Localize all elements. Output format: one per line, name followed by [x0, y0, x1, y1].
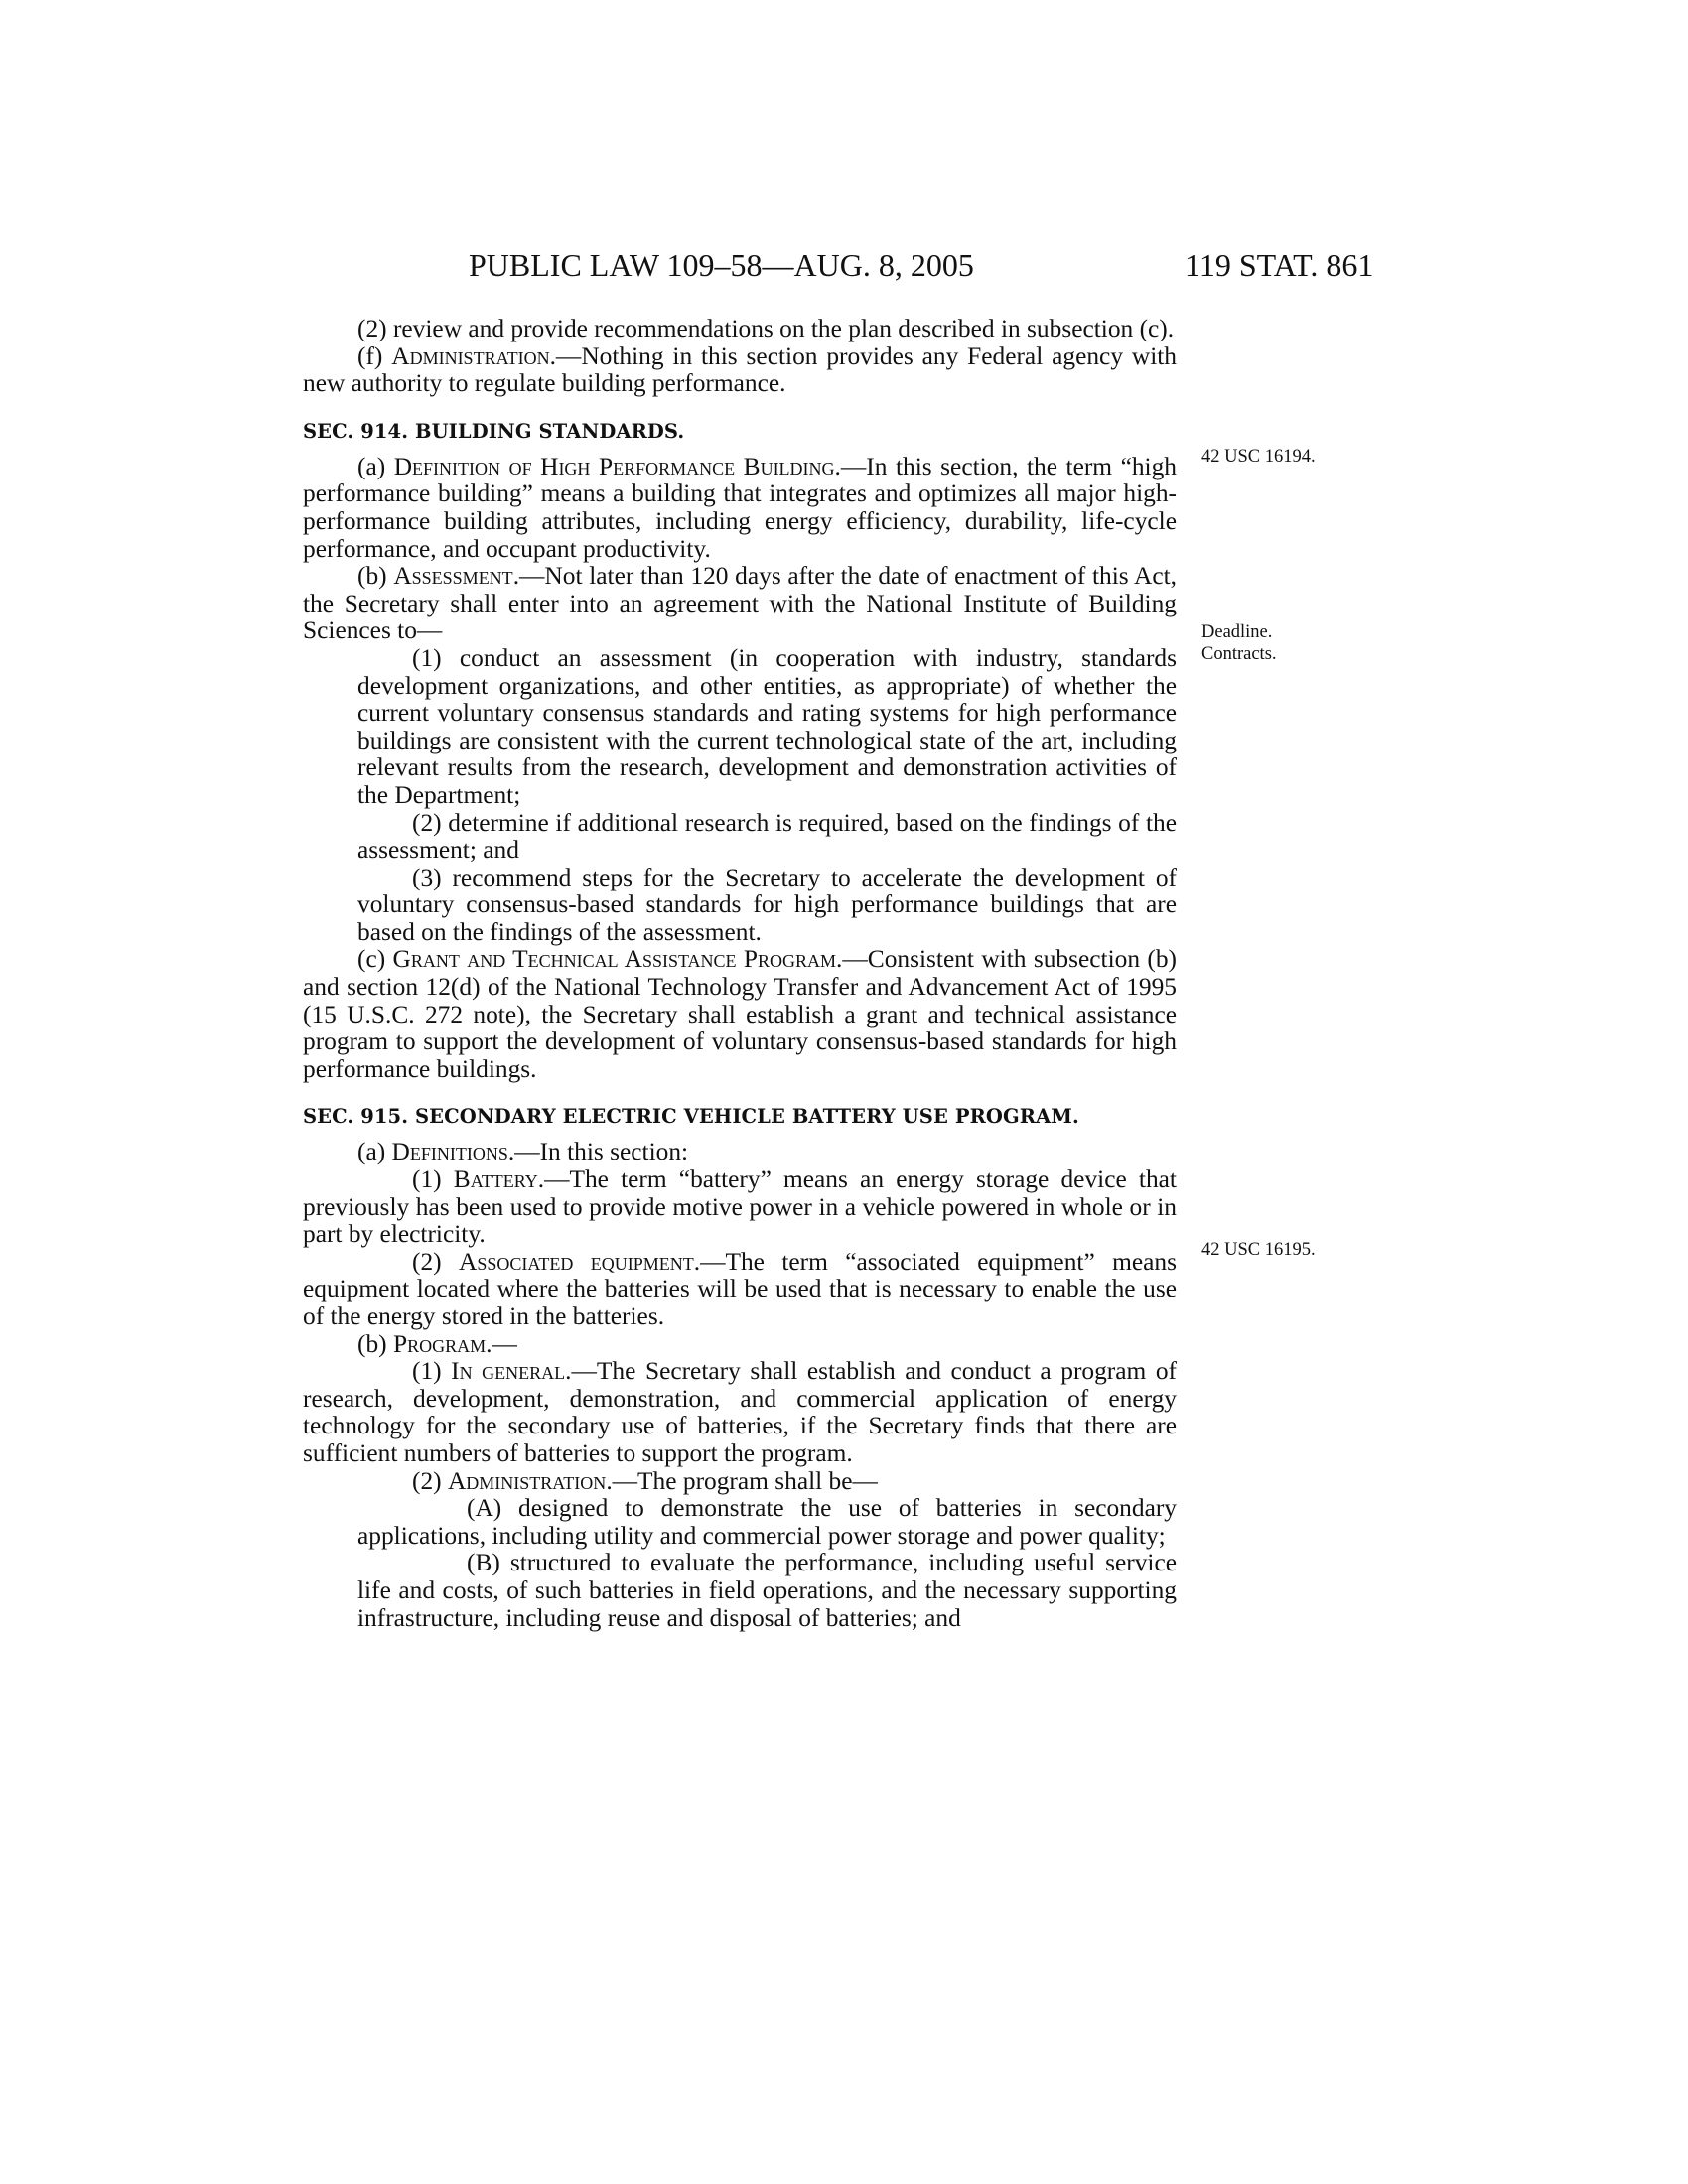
- paragraph-a-definition: [303, 454, 1177, 563]
- paragraph-b-program: [303, 1331, 1177, 1359]
- section-915-heading: SEC. 915. SECONDARY ELECTRIC VEHICLE BATTERY USE PROGRAM.: [303, 1105, 1079, 1129]
- margin-note-contracts: Contracts.: [1201, 644, 1277, 664]
- paragraph-text: .—The Secretary shall establish and conduct a program of research, development, demonstration, and commercial application of energy technology for the secondary use of batteries, if the Secretary finds that there are sufficient numbers of batteries to support the program.: [303, 1357, 1177, 1467]
- paragraph-label: (1): [412, 1165, 454, 1194]
- running-head-stat: 119 STAT. 861: [1185, 247, 1374, 283]
- paragraph-b2-b: (B) structured to evaluate the performance, including useful service life and costs, of such batteries in field operations, and the necessary supporting infrastructure, including reuse and disposal of batteries; and: [357, 1549, 1177, 1632]
- paragraph-text: .—Nothing in this section provides any Federal agency with new authority to regulate building performance.: [303, 341, 1178, 398]
- paragraph-a2-associated-equipment: [303, 1249, 1177, 1331]
- running-head-title: PUBLIC LAW 109–58—AUG. 8, 2005: [469, 247, 974, 283]
- paragraph-text: .—The term “battery” means an energy storage device that previously has been used to provide motive power in a vehicle powered in whole or in part by electricity.: [303, 1165, 1177, 1249]
- paragraph-heading: Assessment: [393, 562, 513, 591]
- paragraph-b2-administration: [303, 1468, 1177, 1496]
- margin-note-deadline-contracts: [1201, 621, 1370, 665]
- paragraph-label: (b): [357, 562, 394, 591]
- paragraph-heading: Administration: [391, 341, 550, 370]
- paragraph-b2: (2) determine if additional research is required, based on the findings of the assessment; and: [357, 808, 1177, 865]
- paragraph-label: (f): [357, 341, 392, 370]
- paragraph-text: .—In this section, the term “high performance building” means a building that integrates and optimizes all major high-performance building attributes, including energy efficiency, durability, life-cycle performance, and occupant productivity.: [303, 452, 1177, 563]
- section-914-heading: SEC. 914. BUILDING STANDARDS.: [303, 419, 685, 443]
- paragraph-heading: Battery: [453, 1165, 538, 1194]
- margin-note-deadline: Deadline.: [1201, 622, 1273, 642]
- paragraph-e2: (2) review and provide recommendations on the plan described in subsection (c).: [357, 315, 1175, 342]
- paragraph-b2-a: (A) designed to demonstrate the use of batteries in secondary applications, including utility and commercial power storage and power quality;: [357, 1494, 1177, 1550]
- paragraph-text: .—In this section:: [507, 1138, 689, 1166]
- paragraph-b3: (3) recommend steps for the Secretary to accelerate the development of voluntary consensus-based standards for high performance buildings that are based on the findings of the assessment.: [357, 863, 1177, 946]
- paragraph-heading: Administration: [447, 1466, 607, 1495]
- paragraph-heading: In general: [451, 1357, 566, 1386]
- paragraph-heading: Associated equipment: [459, 1247, 694, 1276]
- paragraph-b1-in-general: [303, 1358, 1177, 1467]
- paragraph-b-assessment: [303, 563, 1177, 645]
- paragraph-text: .—The program shall be—: [606, 1466, 878, 1495]
- paragraph-label: (a): [357, 452, 394, 480]
- paragraph-label: (a): [357, 1138, 392, 1166]
- paragraph-label: (b): [357, 1329, 393, 1358]
- paragraph-label: (2): [412, 1466, 448, 1495]
- paragraph-label: (1): [412, 1357, 452, 1386]
- paragraph-a-definitions: [303, 1139, 1177, 1166]
- paragraph-f-administration: [303, 343, 1177, 398]
- paragraph-label: (c): [357, 945, 393, 974]
- paragraph-heading: Definitions: [391, 1138, 508, 1166]
- paragraph-heading: Definition of High Performance Building: [393, 452, 835, 480]
- paragraph-text: .—Consistent with subsection (b) and section 12(d) of the National Technology Transfer and Advancement Act of 1995 (15 U.S.C. 272 note), the Secretary shall establish a grant and technical assistance program to support the development of voluntary consensus-based standards for high performance buildings.: [303, 945, 1178, 1083]
- margin-note-sec-915-citation: 42 USC 16195.: [1201, 1240, 1316, 1260]
- paragraph-text: .—Not later than 120 days after the date of enactment of this Act, the Secretary shall enter into an agreement with the National Institute of Building Sciences to—: [303, 562, 1177, 645]
- paragraph-heading: Program: [392, 1329, 487, 1358]
- paragraph-text: .—The term “associated equipment” means equipment located where the batteries will be used that is necessary to enable the use of the energy stored in the batteries.: [303, 1247, 1177, 1330]
- main-text: [303, 316, 1177, 1632]
- paragraph-label: (2): [412, 1247, 459, 1276]
- paragraph-heading: Grant and Technical Assistance Program: [392, 945, 837, 974]
- margin-note-sec-914-citation: 42 USC 16194.: [1201, 447, 1316, 467]
- paragraph-b1: (1) conduct an assessment (in cooperation with industry, standards development organizations, and other entities, as appropriate) of whether the current voluntary consensus standards and rating systems for high performance buildings are consistent with the current technological state of the art, including relevant results from the research, development and demonstration activities of the Department;: [357, 643, 1177, 809]
- paragraph-a1-battery: [303, 1166, 1177, 1249]
- paragraph-c-grant-program: [303, 946, 1177, 1083]
- paragraph-text: .—: [486, 1329, 517, 1358]
